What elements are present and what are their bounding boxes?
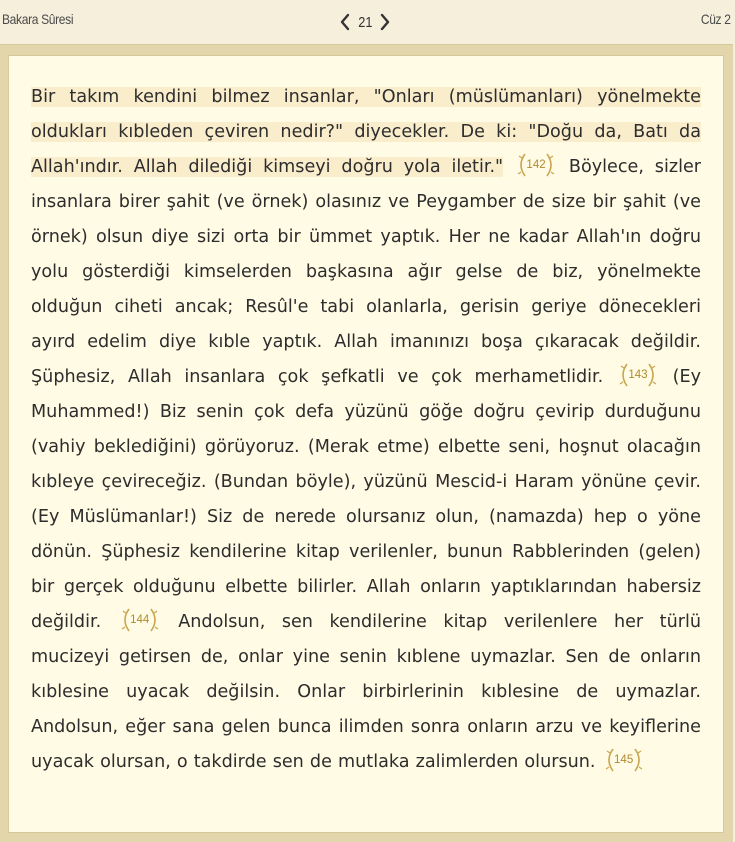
verse-text-142[interactable]: Bir takım kendini bilmez insanlar, "Onları (müslümanları) yönelmekte oldukları kıbleden çeviren nedir?" diyecekler. De ki: "Doğu da, Batı da Allah'ındır. Allah dilediği kimseyi doğru yola iletir." bbox=[31, 87, 701, 177]
verse-text-145[interactable]: Andolsun, sen kendilerine kitap verilenlere her türlü mucizeyi getirsen de, onlar yine senin kıblene uymazlar. Sen de onların kıblesine uyacak değilsin. Onlar birbirlerinin kıblesine de uymazlar. Andolsun, eğer sana gelen bunca ilimden sonra onların arzu ve keyiflerine uyacak olursan, o takdirde sen de mutlaka zalimlerden olursun. bbox=[31, 612, 701, 772]
verse-text-144[interactable]: (Ey Muhammed!) Biz senin çok defa yüzünü göğe doğru çevirip durduğunu (vahiy beklediğini) görüyoruz. (Merak etme) elbette seni, hoşnut olacağın kıbleye çevireceğiz. (Bundan böyle), yüzünü Mescid-i Haram yönüne çevir. (Ey Müslümanlar!) Siz de nerede olursanız olun, (namazda) hep o yöne dönün. Şüphesiz kendilerine kitap verilenler, bunun Rabblerinden (gelen) bir gerçek olduğunu elbette bilirler. Allah onların yaptıklarından habersiz değildir. bbox=[31, 367, 702, 632]
ayah-end-ornament-icon[interactable] bbox=[604, 746, 644, 774]
ayah-number: 144 bbox=[130, 614, 150, 626]
chevron-left-icon[interactable] bbox=[339, 13, 351, 31]
page-navigator bbox=[339, 9, 391, 35]
ayah-end-ornament-icon[interactable] bbox=[516, 151, 556, 179]
verse-text-block bbox=[31, 80, 701, 780]
verse-text-143[interactable]: Böylece, sizler insanlara birer şahit (ve örnek) olasınız ve Peygamber de size bir şahit (ve örnek) olsun diye sizi orta bir ümmet yaptık. Her ne kadar Allah'ın doğru yolu gösterdiği kimselerden başkasına ağır gelse de biz, yönelmekte olduğun ciheti ancak; Resûl'e tabi olanlarla, gerisin geriye dönecekleri ayırd edelim diye kıble yaptık. Allah imanınızı boşa çıkaracak değildir. Şüphesiz, Allah insanlara çok şefkatli ve çok merhametlidir. bbox=[31, 157, 702, 387]
surah-title[interactable]: Bakara Sûresi bbox=[2, 11, 74, 27]
top-bar bbox=[0, 0, 735, 44]
translation-panel bbox=[8, 55, 724, 833]
chevron-right-icon[interactable] bbox=[379, 13, 391, 31]
ayah-number: 143 bbox=[628, 369, 648, 381]
page-frame bbox=[0, 44, 733, 842]
page-number[interactable]: 21 bbox=[357, 13, 373, 31]
ayah-end-ornament-icon[interactable] bbox=[120, 606, 160, 634]
ayah-end-ornament-icon[interactable] bbox=[618, 361, 658, 389]
ayah-number: 142 bbox=[526, 159, 546, 171]
juz-label[interactable]: Cüz 2 bbox=[701, 11, 731, 27]
ayah-number: 145 bbox=[614, 754, 634, 766]
